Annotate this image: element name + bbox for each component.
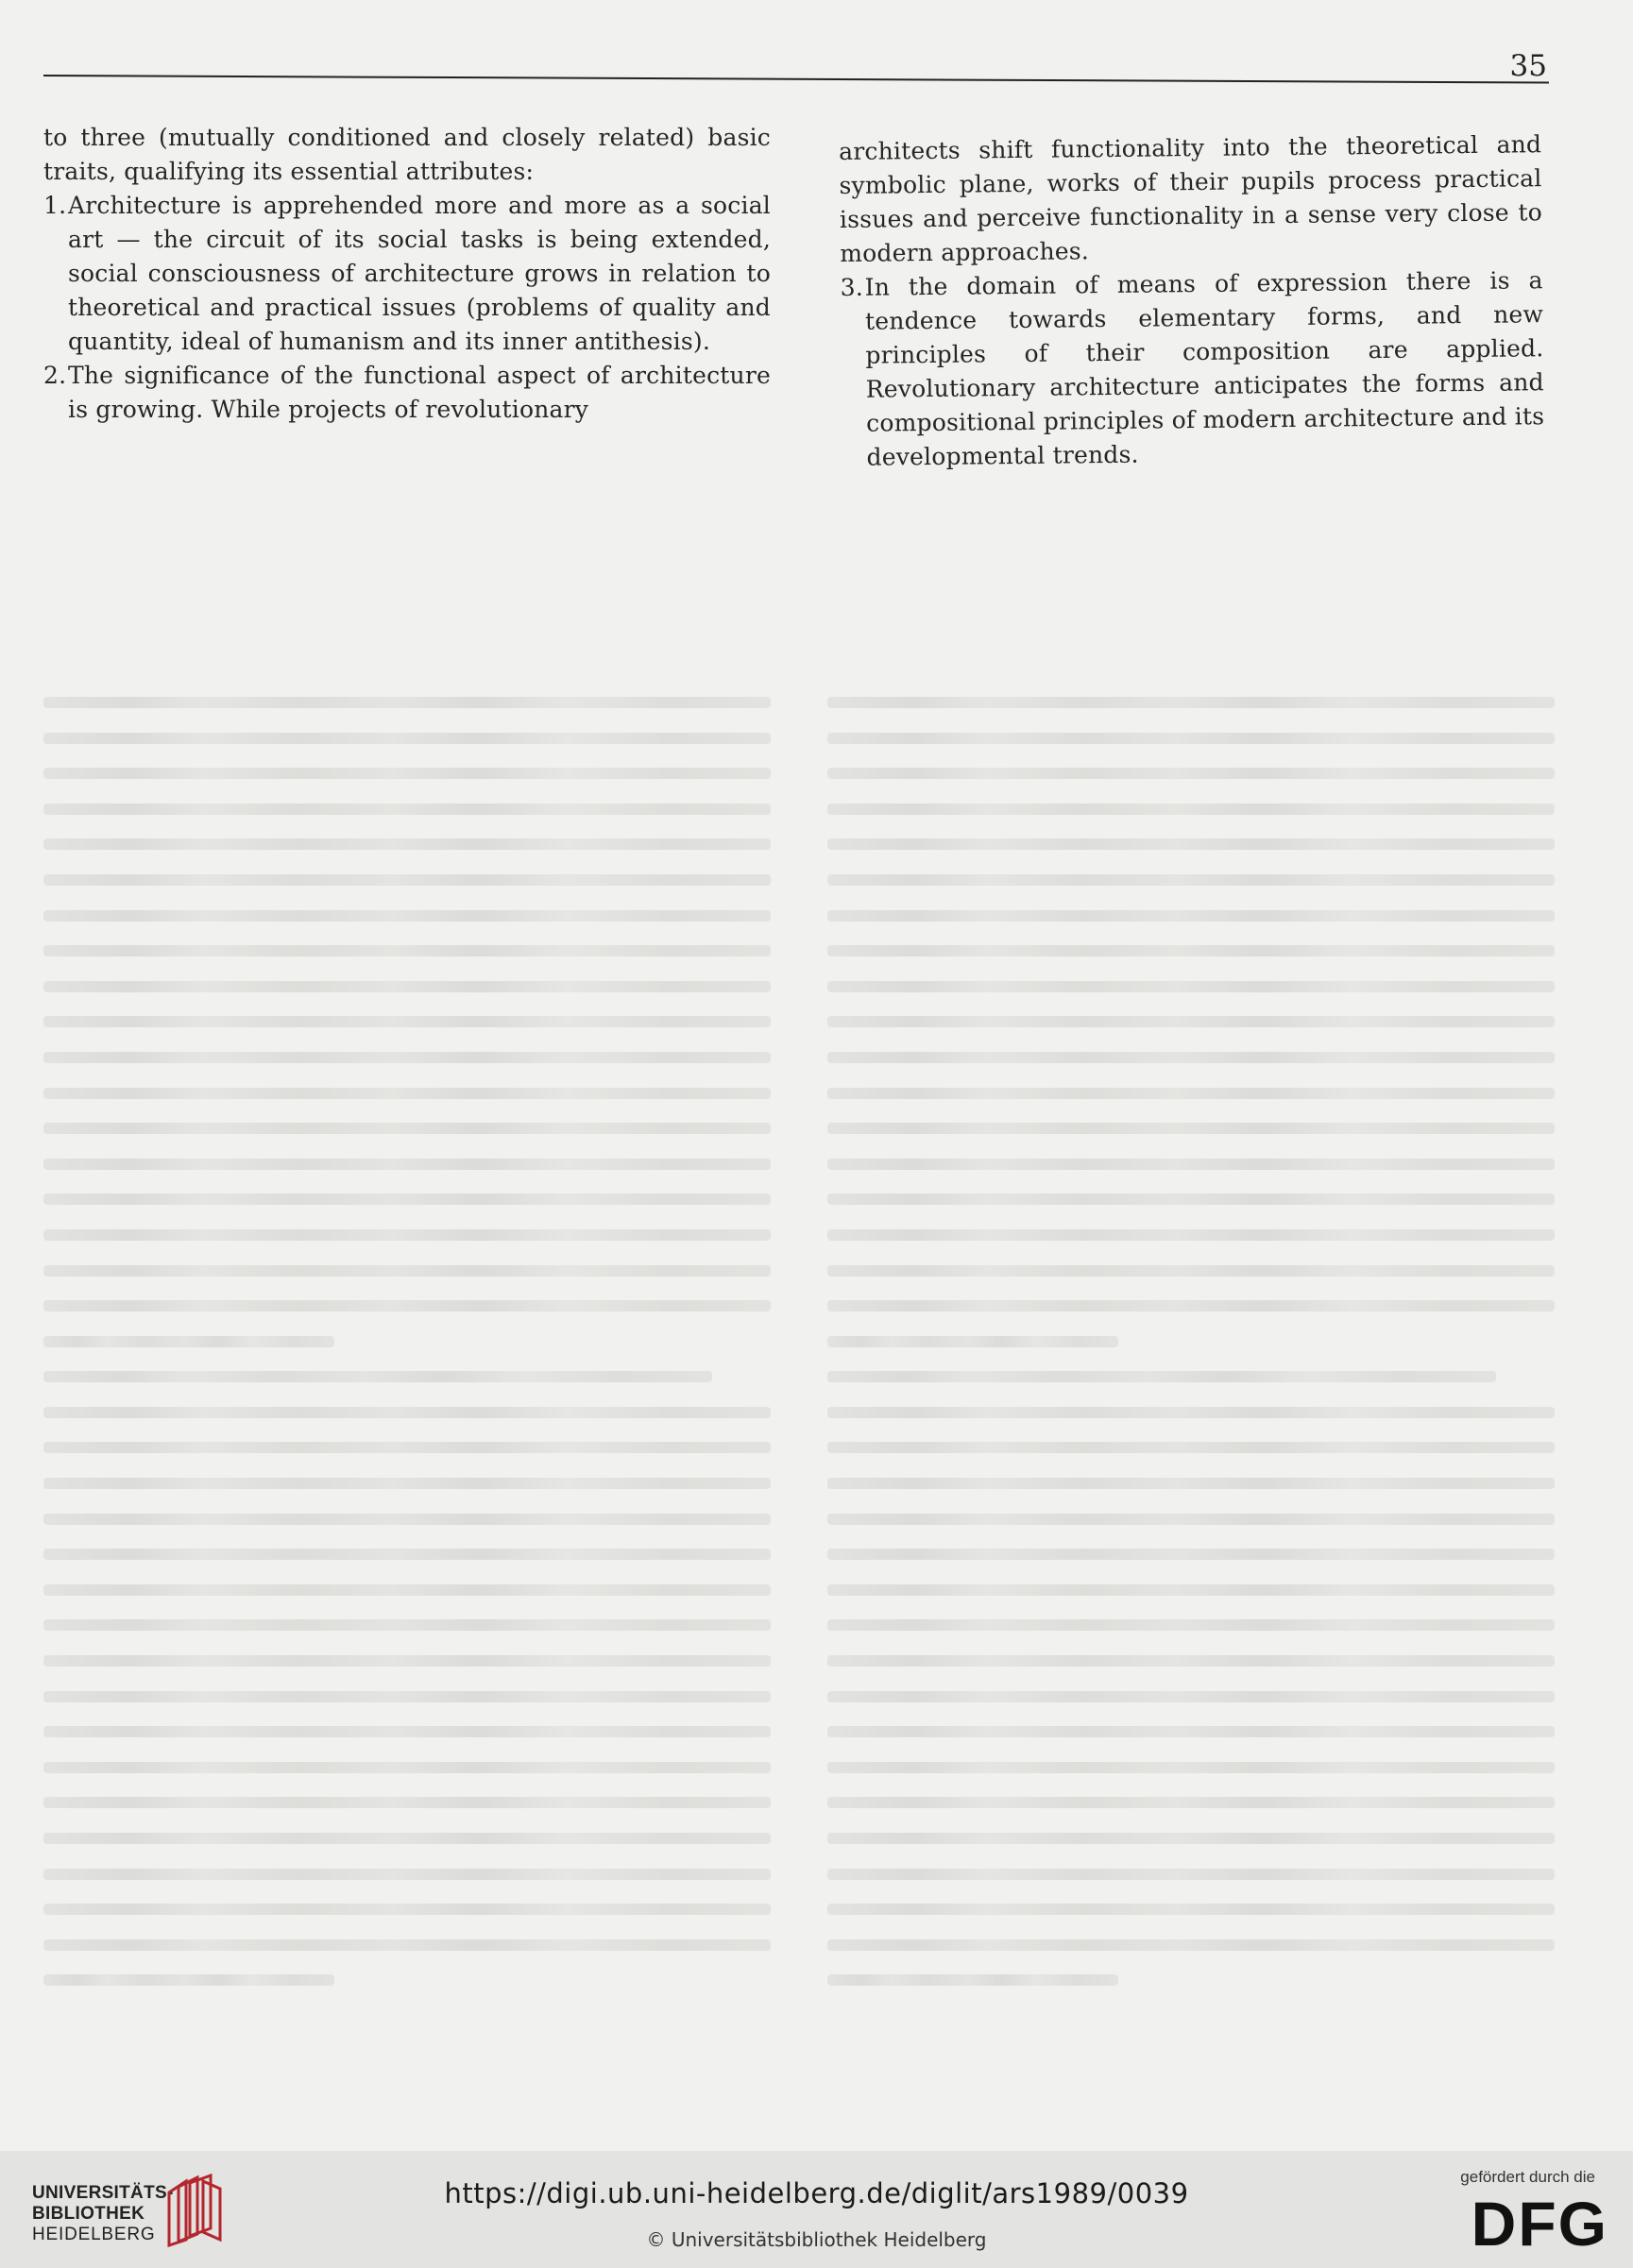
bleed-line [827, 1691, 1555, 1702]
bleed-line [827, 1797, 1555, 1808]
bleed-line [43, 1514, 771, 1525]
bleed-line [827, 874, 1555, 886]
bleed-line [827, 1478, 1555, 1489]
bleed-line [43, 1229, 771, 1241]
list-item [841, 263, 1545, 475]
bleed-line [43, 1336, 334, 1347]
bleed-line [43, 1584, 771, 1596]
bleed-line [827, 1869, 1555, 1880]
dfg-logo[interactable]: DFG [1471, 2189, 1608, 2259]
bleed-line [827, 697, 1555, 708]
bleed-line [827, 1123, 1555, 1134]
logo-line-3: HEIDELBERG [32, 2225, 156, 2244]
list-item-number: 3. [840, 273, 864, 301]
list-item [43, 189, 771, 359]
bleed-line [827, 945, 1555, 956]
bleed-line [43, 1869, 771, 1880]
list-item [43, 359, 771, 427]
logo-line-2: BIBLIOTHEK [32, 2204, 145, 2224]
list-item-number: 2. [43, 362, 67, 389]
bleed-line [43, 838, 771, 850]
bleed-line [43, 768, 771, 779]
bleed-line [43, 1655, 771, 1667]
bleed-line [827, 1193, 1555, 1205]
bleed-line [827, 838, 1555, 850]
bleed-line [43, 1904, 771, 1915]
bleed-line [43, 1088, 771, 1099]
bleed-line [43, 1939, 771, 1951]
text-column-right [839, 127, 1545, 475]
bleed-line [43, 1407, 771, 1418]
bleed-line [43, 1726, 771, 1737]
text-column-left [43, 121, 771, 427]
bleed-line [827, 1655, 1555, 1667]
bleed-line [43, 1016, 771, 1027]
bleed-line [827, 1265, 1555, 1277]
bleed-line [827, 1904, 1555, 1915]
bleed-line [827, 1088, 1555, 1099]
bleed-line [827, 1336, 1118, 1347]
bleed-line [43, 697, 771, 708]
bleed-line [43, 874, 771, 886]
bleed-line [827, 981, 1555, 992]
bleed-line [827, 1371, 1496, 1382]
bleed-line [827, 910, 1555, 922]
bleed-line [827, 1016, 1555, 1027]
logo-line-1: UNIVERSITÄTS- [32, 2183, 174, 2203]
bleed-line [43, 1691, 771, 1702]
bleed-line [43, 733, 771, 744]
list-item-number: 1. [43, 192, 67, 219]
bleed-column-right [827, 697, 1555, 2047]
bleed-line [43, 1159, 771, 1170]
bleed-line [43, 1371, 712, 1382]
bleed-line [43, 1762, 771, 1773]
bleed-line [827, 733, 1555, 744]
attribute-list-continued [841, 263, 1545, 475]
bleed-line [43, 1052, 771, 1063]
bleed-line [827, 1300, 1555, 1312]
continuation-paragraph: architects shift functionality into the theoretical and symbolic plane, works of their pupils process practical issues and perceive functionality in a sense very close to modern approaches. [839, 130, 1543, 267]
bleed-line [43, 910, 771, 922]
bleed-line [43, 1442, 771, 1453]
list-item-text: Architecture is apprehended more and more as a social art — the circuit of its social tasks is being extended, social consciousness of architecture grows in relation to theoretical and practical issues (problems of quality and quantity, ideal of humanism and its inner antithesis). [68, 192, 771, 355]
bleed-line [43, 1265, 771, 1277]
permalink-url[interactable]: https://digi.ub.uni-heidelberg.de/diglit/ars1989/0039 [444, 2177, 1189, 2209]
bleed-line [43, 1797, 771, 1808]
intro-paragraph: to three (mutually conditioned and closely related) basic traits, qualifying its essential attributes: [43, 124, 771, 185]
bleed-line [827, 1159, 1555, 1170]
bleed-line [43, 945, 771, 956]
bleed-line [43, 981, 771, 992]
list-item-text: In the domain of means of expression there is a tendence towards elementary forms, and new principles of their composition are applied. Revolutionary architecture anticipates the forms and compositional principles of modern architecture and its developmental trends. [864, 266, 1545, 471]
bleed-line [827, 768, 1555, 779]
bleed-line [827, 1514, 1555, 1525]
bleed-line [827, 1442, 1555, 1453]
bleed-line [827, 1407, 1555, 1418]
bleed-line [827, 1619, 1555, 1631]
bleed-column-left [43, 697, 771, 2047]
bleed-line [43, 804, 771, 815]
bleed-line [43, 1833, 771, 1844]
bleed-line [827, 804, 1555, 815]
page-number: 35 [1509, 49, 1547, 83]
bleed-line [827, 1833, 1555, 1844]
bleed-line [43, 1974, 334, 1986]
funding-note: gefördert durch die [1460, 2168, 1595, 2186]
bleed-line [43, 1619, 771, 1631]
bleed-line [827, 1549, 1555, 1560]
bleed-line [43, 1478, 771, 1489]
footer-bar [0, 2151, 1633, 2268]
bleed-through-text [43, 697, 1555, 2047]
bleed-line [827, 1939, 1555, 1951]
bleed-line [827, 1584, 1555, 1596]
bleed-line [43, 1123, 771, 1134]
bleed-line [827, 1762, 1555, 1773]
list-item-text: The significance of the functional aspect of architecture is growing. While projects of revolutionary [68, 362, 771, 423]
bleed-line [827, 1052, 1555, 1063]
bleed-line [43, 1300, 771, 1312]
bleed-line [827, 1974, 1118, 1986]
attribute-list [43, 189, 771, 427]
header-rule [43, 75, 1549, 84]
bleed-line [827, 1726, 1555, 1737]
copyright-notice: © Universitätsbibliothek Heidelberg [646, 2228, 987, 2251]
bleed-line [43, 1549, 771, 1560]
bleed-line [43, 1193, 771, 1205]
bleed-line [827, 1229, 1555, 1241]
